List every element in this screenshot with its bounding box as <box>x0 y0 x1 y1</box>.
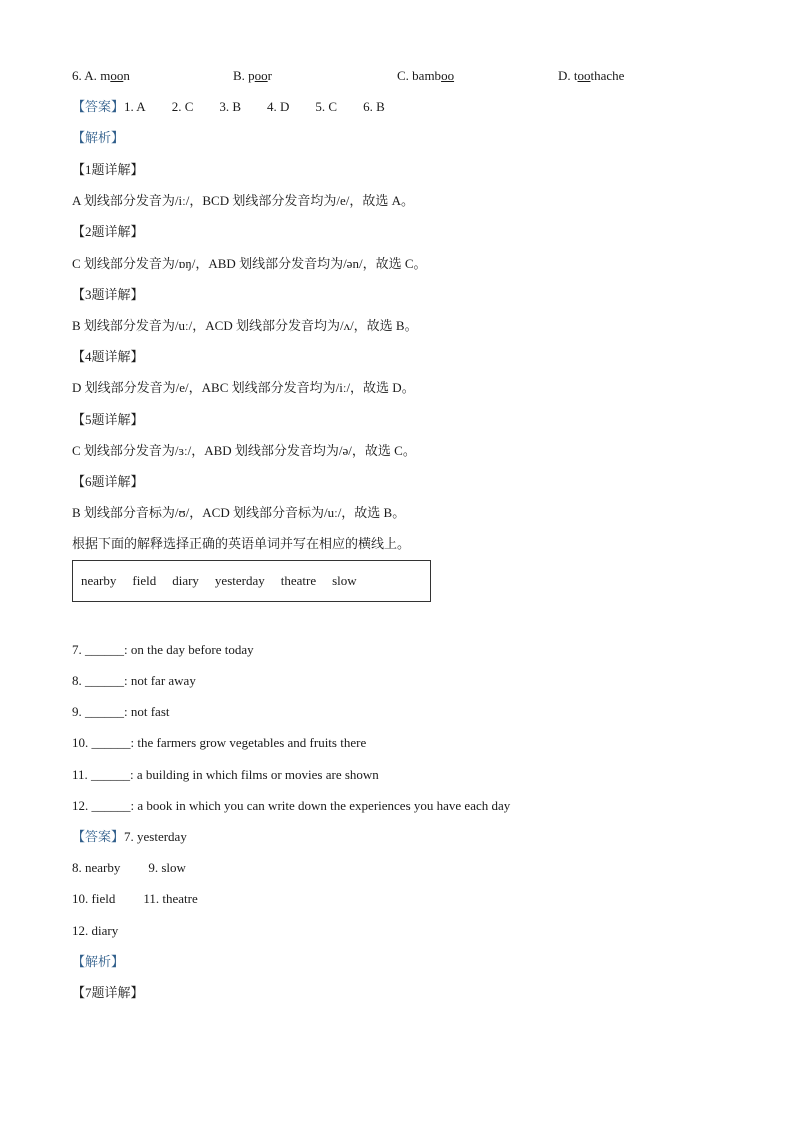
q6-option-d <box>558 68 624 84</box>
instruction: 根据下面的解释选择正确的英语单词并写在相应的横线上。 <box>72 536 411 551</box>
answer-item: 7. yesterday <box>124 829 187 844</box>
analysis-label-2: 【解析】 <box>72 954 125 969</box>
answer-item: 4. D <box>267 99 290 114</box>
answers-1-6 <box>72 99 385 115</box>
question-10: 10. ______: the farmers grow vegetables and fruits there <box>72 735 367 750</box>
detail-6-head: 【6题详解】 <box>72 474 144 489</box>
option-word: poor <box>248 68 273 83</box>
word-bank-item: nearby <box>81 573 117 588</box>
answers-row-3 <box>72 891 198 907</box>
analysis-label: 【解析】 <box>72 130 125 145</box>
answer-item: 9. slow <box>148 860 186 875</box>
word-bank-item: slow <box>332 573 357 588</box>
word-bank <box>72 560 431 602</box>
answer-label: 【答案】 <box>72 99 125 114</box>
option-letter: C. <box>397 68 409 83</box>
word-bank-item: diary <box>172 573 199 588</box>
detail-4-text: D 划线部分发音为/e/，ABC 划线部分发音均为/iː/，故选 D。 <box>72 380 415 395</box>
detail-1-text: A 划线部分发音为/iː/，BCD 划线部分发音均为/e/，故选 A。 <box>72 193 414 208</box>
detail-3-text: B 划线部分发音为/uː/，ACD 划线部分发音均为/ʌ/，故选 B。 <box>72 318 418 333</box>
answer-item: 8. nearby <box>72 860 121 875</box>
answers-7-12 <box>72 829 187 845</box>
answer-item: 2. C <box>171 99 194 114</box>
word-bank-item: yesterday <box>214 573 265 588</box>
question-12: 12. ______: a book in which you can write down the experiences you have each day <box>72 798 511 813</box>
answer-item: 10. field <box>72 891 116 906</box>
answers-row-2 <box>72 860 186 876</box>
q6-option-a <box>72 68 130 84</box>
answer-item: 3. B <box>219 99 242 114</box>
q6-option-b <box>233 68 272 84</box>
detail-5-text: C 划线部分发音为/ɜː/，ABD 划线部分发音均为/ə/，故选 C。 <box>72 443 416 458</box>
answer-item: 11. theatre <box>143 891 198 906</box>
option-letter: A. <box>84 68 97 83</box>
question-8: 8. ______: not far away <box>72 673 196 688</box>
answers-row-4: 12. diary <box>72 923 119 938</box>
answer-item: 6. B <box>363 99 385 114</box>
detail-4-head: 【4题详解】 <box>72 349 144 364</box>
detail-7-head: 【7题详解】 <box>72 985 144 1000</box>
word-bank-item: field <box>132 573 157 588</box>
q6-option-c <box>397 68 454 84</box>
option-word: toothache <box>573 68 625 83</box>
option-word: moon <box>100 68 130 83</box>
word-bank-item: theatre <box>280 573 317 588</box>
detail-5-head: 【5题详解】 <box>72 412 144 427</box>
question-9: 9. ______: not fast <box>72 704 170 719</box>
question-11: 11. ______: a building in which films or movies are shown <box>72 767 379 782</box>
q6-number: 6. <box>72 68 82 83</box>
detail-2-text: C 划线部分发音为/ɒŋ/，ABD 划线部分发音均为/ən/，故选 C。 <box>72 256 427 271</box>
option-letter: B. <box>233 68 245 83</box>
detail-6-text: B 划线部分音标为/ʊ/，ACD 划线部分音标为/uː/，故选 B。 <box>72 505 406 520</box>
detail-2-head: 【2题详解】 <box>72 224 144 239</box>
detail-3-head: 【3题详解】 <box>72 287 144 302</box>
answer-item: 5. C <box>315 99 338 114</box>
answer-label: 【答案】 <box>72 829 125 844</box>
detail-1-head: 【1题详解】 <box>72 162 144 177</box>
answer-item: 1. A <box>124 99 146 114</box>
option-letter: D. <box>558 68 571 83</box>
option-word: bamboo <box>412 68 455 83</box>
question-7: 7. ______: on the day before today <box>72 642 254 657</box>
